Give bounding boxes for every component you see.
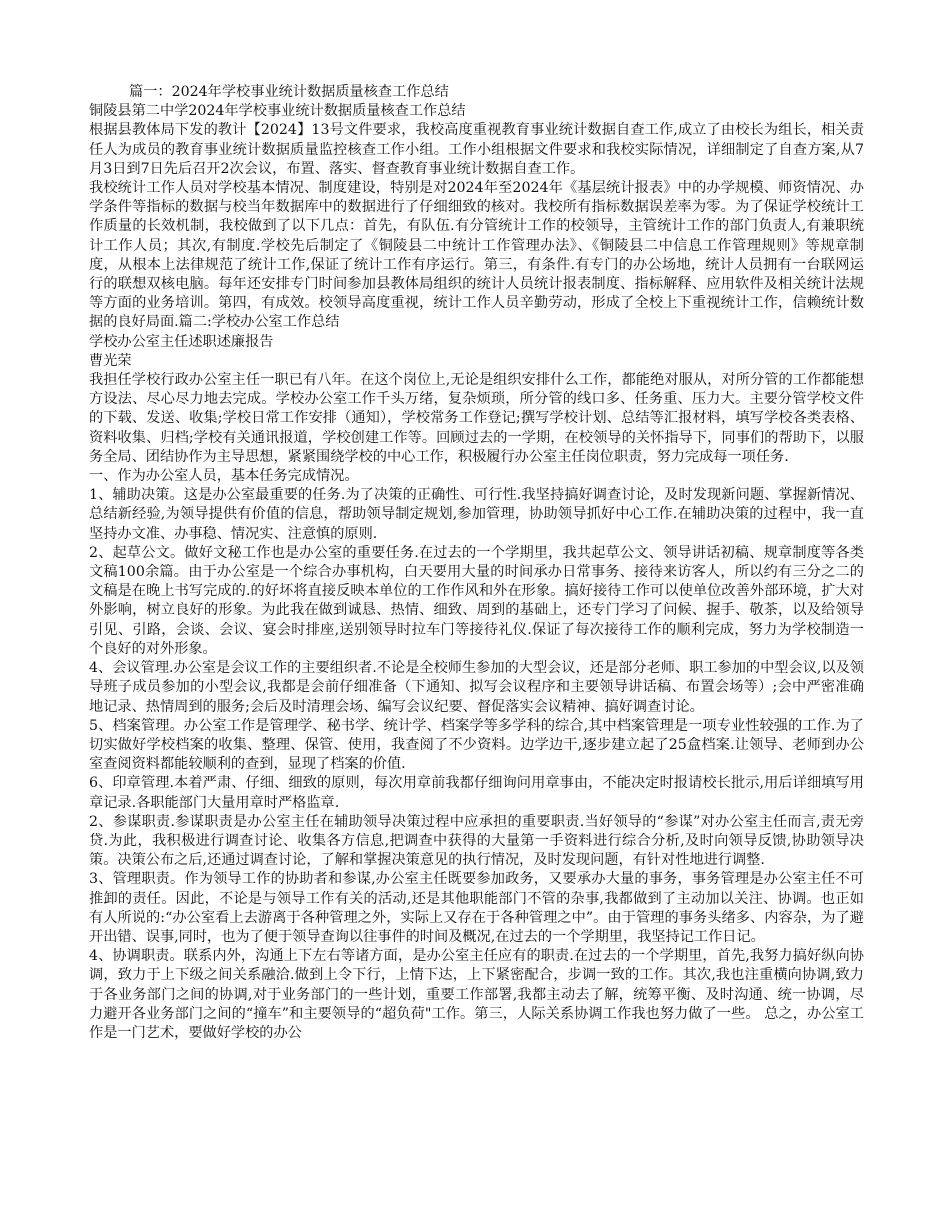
paragraph: 6、印章管理.本着严肃、仔细、细致的原则，每次用章前我都仔细询问用章事由，不能决定时报请校长批示,用后详细填写用章记录.各职能部门大量用章时严格监章.	[89, 775, 864, 811]
doc-title: 铜陵县第二中学2024年学校事业统计数据质量核查工作总结	[89, 103, 466, 120]
paragraph: 3、管理职责。作为领导工作的协助者和参谋,办公室主任既要参加政务，又要承办大量的事务，事务管理是办公室主任不可推卸的责任。因此，不论是与领导工作有关的活动,还是其他职能部门不管的杂事,我都做到了主动加以关注、协调。也正如有人所说的:“办公室看上去游离于各种管理之外，实际上又存在于各种管理之中”。由于管理的事务头绪多、内容杂，为了避开出错、误事,同时，也为了便于领导查询以往事件的时间及概况,在过去的一个学期里，我坚持记工作日记。	[89, 871, 864, 945]
author-name: 曹光荣	[89, 352, 132, 369]
section-heading: 一、作为办公室人员，基本任务完成情况。	[89, 468, 359, 485]
paragraph: 2、参谋职责.参谋职责是办公室主任在辅助领导决策过程中应承担的重要职责.当好领导的“参谋”对办公室主任而言,责无旁贷.为此，我积极进行调查讨论、收集各方信息,把调查中获得的大量第一手资料进行综合分析,及时向领导反馈,协助领导决策。决策公布之后,还通过调查讨论，了解和掌握决策意见的执行情况，及时发现问题，有针对性地进行调整.	[89, 813, 864, 869]
doc-heading: 篇一：2024年学校事业统计数据质量核查工作总结	[129, 84, 449, 100]
paragraph: 1、辅助决策。这是办公室最重要的任务.为了决策的正确性、可行性.我坚持搞好调查讨论，及时发现新问题、掌握新情况、总结新经验,为领导提供有价值的信息，帮助领导制定规划,参加管理，协助领导抓好中心工作.在辅助决策的过程中，我一直坚持办文准、办事稳、情况实、注意慎的原则.	[89, 487, 864, 542]
paragraph: 4、会议管理.办公室是会议工作的主要组织者.不论是全校师生参加的大型会议，还是部分老师、职工参加的中型会议,以及领导班子成员参加的小型会议,我都是会前仔细准备（下通知、拟写会议程序和主要领导讲话稿、布置会场等）;会中严密准确地记录、热情周到的服务;会后及时清理会场、编写会议纪要、督促落实会议精神、搞好调查讨论。	[89, 660, 864, 715]
paragraph: 5、档案管理。办公室工作是管理学、秘书学、统计学、档案学等多学科的综合,其中档案管理是一项专业性较强的工作.为了切实做好学校档案的收集、整理、保管、使用，我查阅了不少资料。边学边干,逐步建立起了25盒档案.让领导、老师到办公 室查阅资料都能较顺利的查到，显现了档案的价值.	[89, 717, 864, 773]
document-body	[89, 83, 864, 1043]
paragraph: 根据县教体局下发的教计【2024】13号文件要求，我校高度重视教育事业统计数据自查工作,成立了由校长为组长，相关责任人为成员的教育事业统计数据质量监控核查工作小组。工作小组根据文件要求和我校实际情况，详细制定了自查方案,从7月3日到7日先后召开2次会议，布置、落实、督查教育事业统计数据自查工作。	[89, 122, 864, 177]
section-title: 学校办公室主任述职述廉报告	[89, 333, 274, 350]
paragraph: 我担任学校行政办公室主任一职已有八年。在这个岗位上,无论是组织安排什么工作，都能绝对服从，对所分管的工作都能想方设法、尽心尽力地去完成。学校办公室工作千头万绪，复杂烦琐，所分管的线口多、任务重、压力大。主要分管学校文件的下载、发送、收集;学校日常工作安排（通知），学校常务工作登记;撰写学校计划、总结等汇报材料，填写学校各类表格、资料收集、归档;学校有关通讯报道，学校创建工作等。回顾过去的一学期，在校领导的关怀指导下，同事们的帮助下，以服务全局、团结协作为主导思想，紧紧围绕学校的中心工作，积极履行办公室主任岗位职责，努力完成每一项任务.	[89, 372, 864, 465]
paragraph: 2、起草公文。做好文秘工作也是办公室的重要任务.在过去的一个学期里，我共起草公文、领导讲话初稿、规章制度等各类文稿100余篇。由于办公室是一个综合办事机构，白天要用大量的时间承办日常事务、接待来访客人，所以约有三分之二的文稿是在晚上书写完成的.的好坏将直接反映本单位的工作作风和外在形象。搞好接待工作可以使单位改善外部环境，扩大对外影响，树立良好的形象。为此我在做到诚恳、热情、细致、周到的基础上，还专门学习了问候、握手、敬茶，以及给领导引见、引路，会谈、会议、宴会时排座,送别领导时拉车门等接待礼仪.保证了每次接待工作的顺利完成，努力为学校制造一个良好的对外形象。	[89, 544, 864, 657]
paragraph: 我校统计工作人员对学校基本情况、制度建设，特别是对2024年至2024年《基层统计报表》中的办学规模、师资情况、办学条件等指标的数据与校当年数据库中的数据进行了仔细细致的核对。我校所有指标数据误差率为零。为了保证学校统计工作质量的长效机制，我校做到了以下几点：首先，有队伍.有分管统计工作的校领导，主管统计工作的部门负责人,有兼职统计工作人员；其次,有制度.学校先后制定了《铜陵县二中统计工作管理办法》、《铜陵县二中信息工作管理规则》等规章制度，从根本上法律规范了统计工作,保证了统计工作有序运行。第三，有条件.有专门的办公场地，统计人员拥有一台联网运行的联想双核电脑。每年还安排专门时间参加县教体局组织的统计人员统计报表制度、指标解释、应用软件及相关统计法规等方面的业务培训。第四，有成效。校领导高度重视，统计工作人员辛勤劳动，形成了全校上下重视统计工作，信赖统计数据的良好局面.篇二:学校办公室工作总结	[89, 180, 864, 331]
paragraph: 4、协调职责。联系内外，沟通上下左右等诸方面，是办公室主任应有的职责.在过去的一个学期里，首先,我努力搞好纵向协调，致力于上下级之间关系融洽.做到上令下行，上情下达，上下紧密配合，步调一致的工作。其次,我也注重横向协调,致力于各业务部门之间的协调,对于业务部门的一些计划，重要工作部署,我都主动去了解，统筹平衡、及时沟通、统一协调，尽力避开各业务部门之间的“撞车”和主要领导的“超负荷"工作。第三，人际关系协调工作我也努力做了一些。 总之，办公室工作是一门艺术，要做好学校的办公	[89, 948, 864, 1041]
